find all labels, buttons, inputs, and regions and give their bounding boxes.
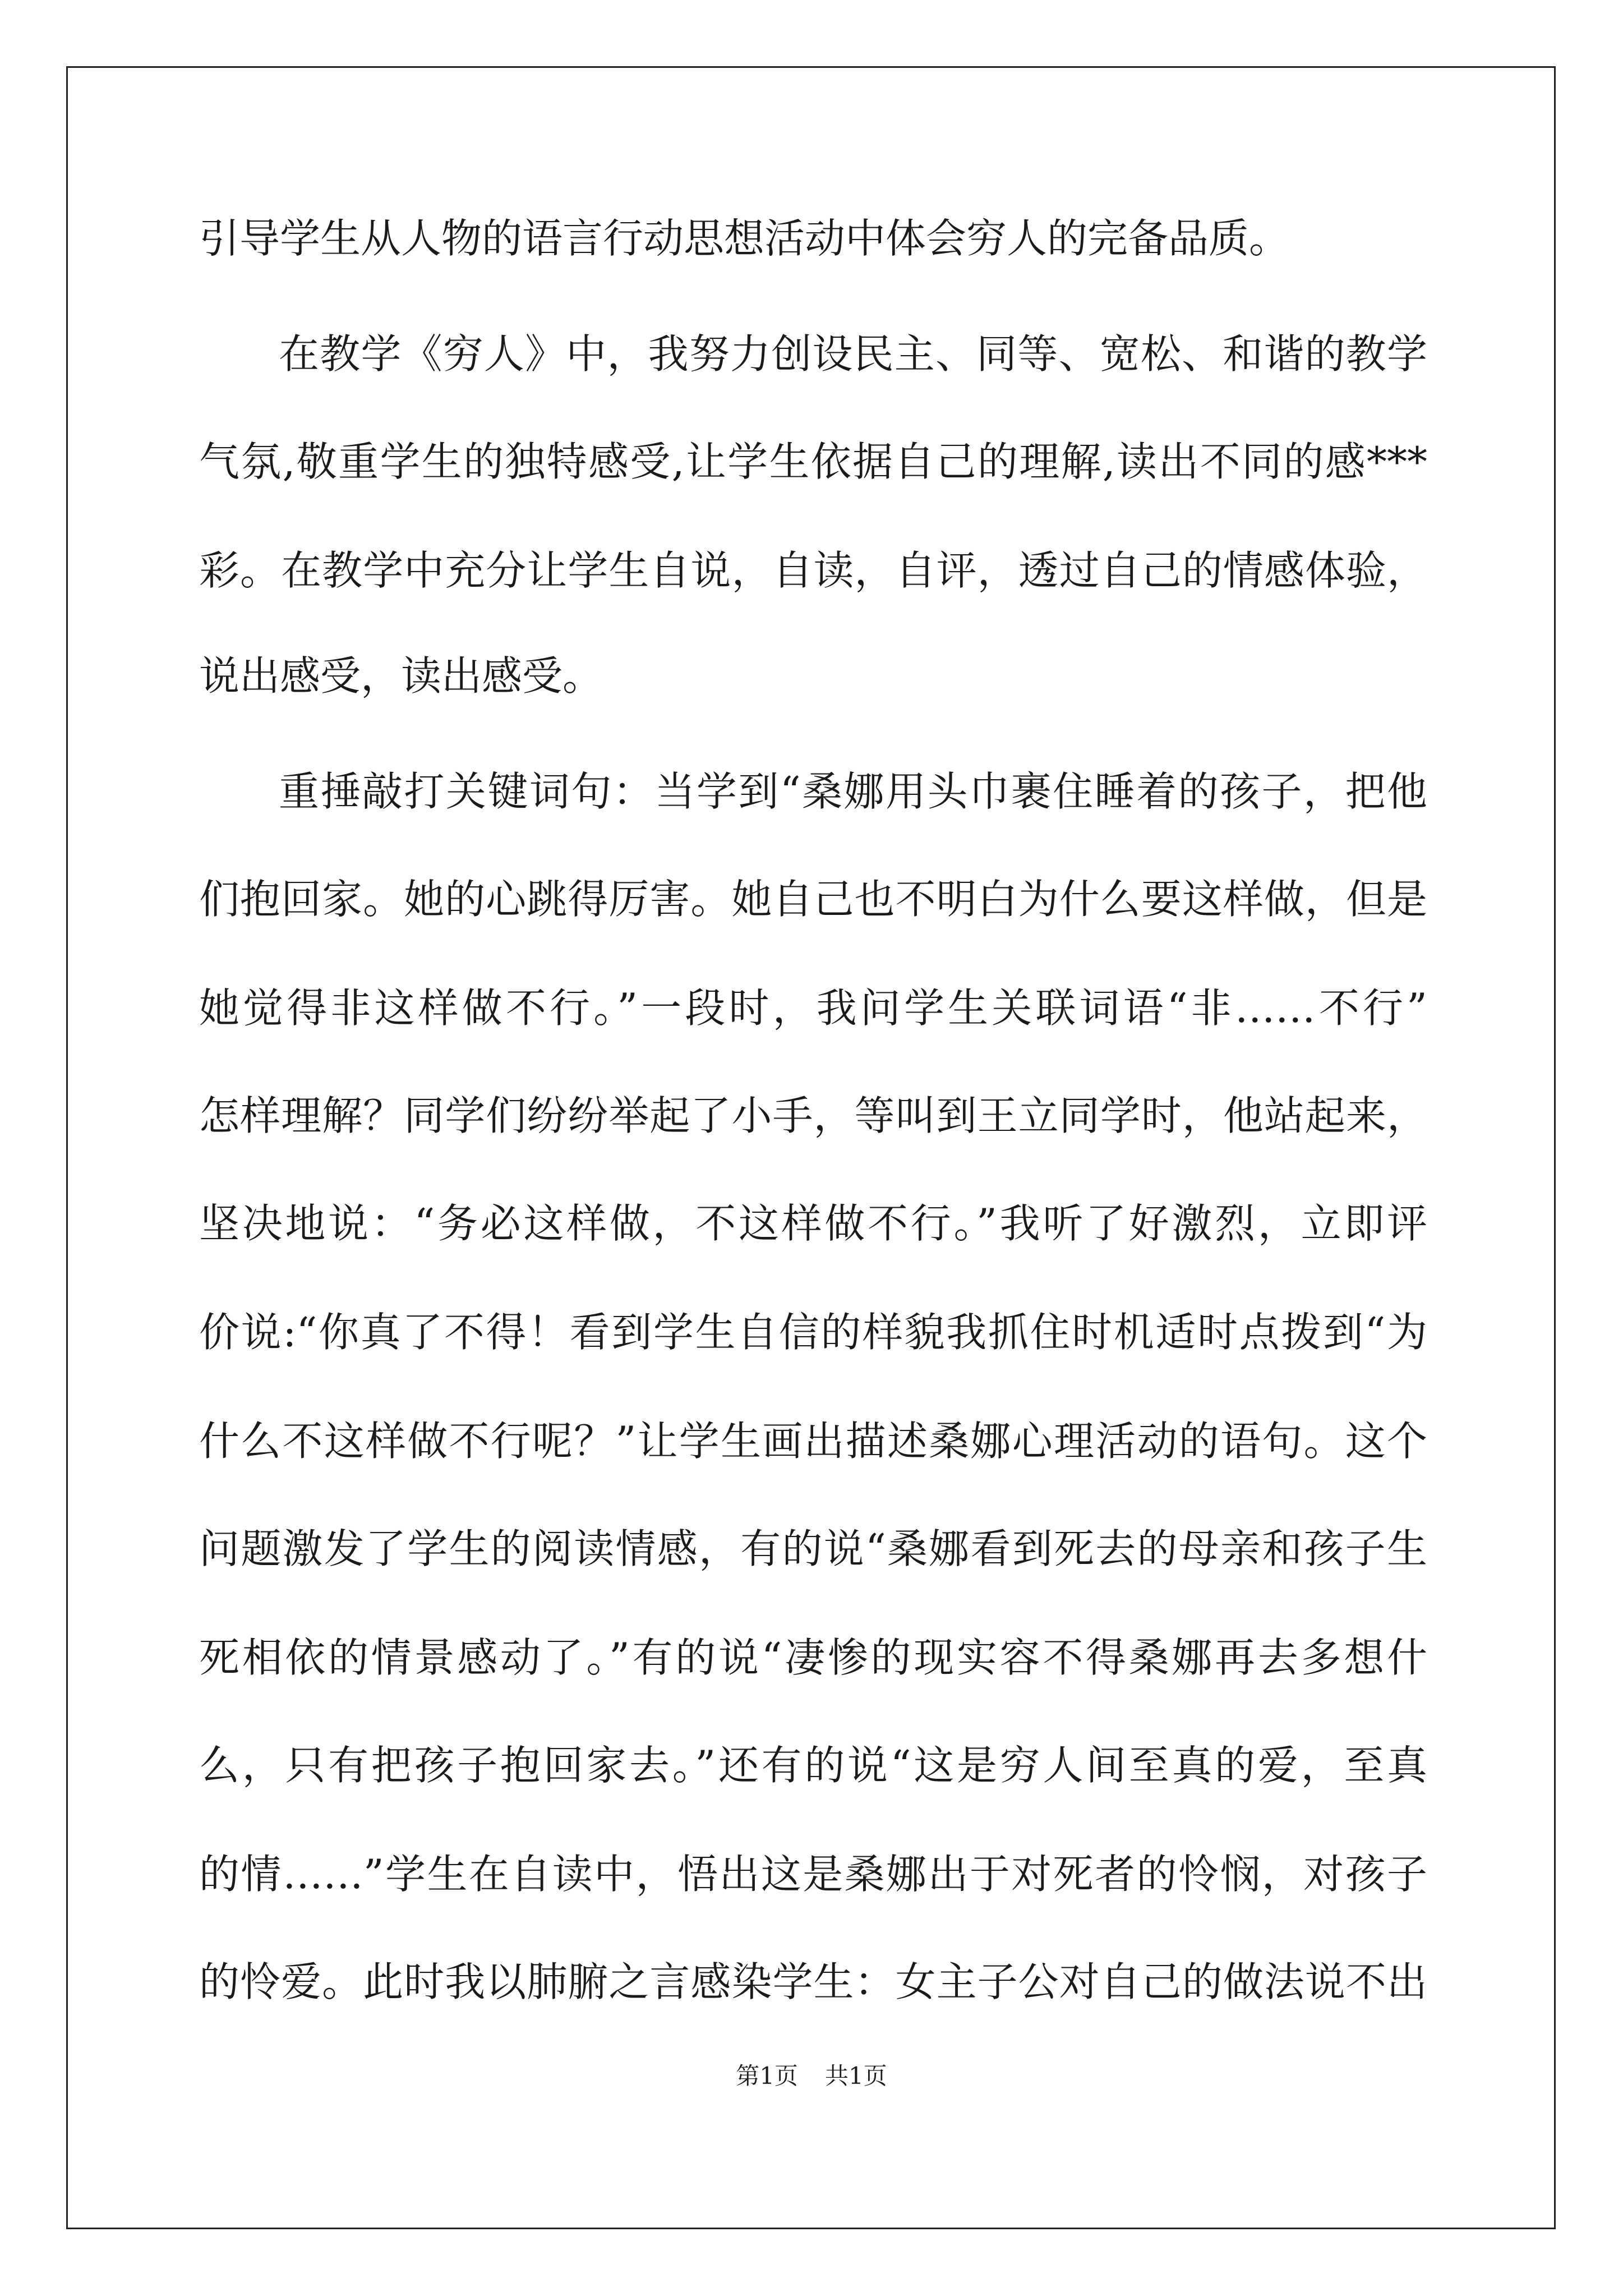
- paragraph-line: 重捶敲打关键词句：当学到“桑娜用头巾裹住睡着的孩子，把他: [279, 768, 1427, 815]
- paragraph-line: 说出感受，读出感受。: [199, 652, 603, 700]
- page-footer: [0, 2058, 1623, 2091]
- paragraph-line: 死相依的情景感动了。”有的说“凄惨的现实容不得桑娜再去多想什: [199, 1634, 1427, 1681]
- paragraph-line: 们抱回家。她的心跳得厉害。她自己也不明白为什么要这样做，但是: [199, 876, 1427, 923]
- page-total: 共1页: [825, 2062, 887, 2090]
- paragraph-line: 彩。在教学中充分让学生自说，自读，自评，透过自己的情感体验，: [199, 547, 1427, 594]
- paragraph-line: 坚决地说：“务必这样做，不这样做不行。”我听了好激烈，立即评: [199, 1200, 1427, 1247]
- paragraph-line: 她觉得非这样做不行。”一段时，我问学生关联词语“非……不行”: [199, 984, 1427, 1032]
- paragraph-line: 引导学生从人物的语言行动思想活动中体会穷人的完备品质。: [199, 215, 1290, 262]
- paragraph-line: 气氛,敬重学生的独特感受,让学生依据自己的理解,读出不同的感***: [199, 438, 1427, 485]
- paragraph-line: 价说:“你真了不得！看到学生自信的样貌我抓住时机适时点拨到“为: [199, 1309, 1427, 1356]
- paragraph-line: 的情……”学生在自读中，悟出这是桑娜出于对死者的怜悯，对孩子: [199, 1851, 1427, 1898]
- paragraph-line: 在教学《穷人》中，我努力创设民主、同等、宽松、和谐的教学: [279, 330, 1427, 378]
- paragraph-line: 的怜爱。此时我以肺腑之言感染学生：女主子公对自己的做法说不出: [199, 1958, 1427, 2005]
- paragraph-line: 什么不这样做不行呢？”让学生画出描述桑娜心理活动的语句。这个: [199, 1418, 1427, 1465]
- paragraph-line: 问题激发了学生的阅读情感，有的说“桑娜看到死去的母亲和孩子生: [199, 1525, 1427, 1572]
- paragraph-line: 怎样理解？同学们纷纷举起了小手，等叫到王立同学时，他站起来，: [199, 1092, 1427, 1139]
- page-number: 第1页: [736, 2062, 798, 2090]
- paragraph-line: 么，只有把孩子抱回家去。”还有的说“这是穷人间至真的爱，至真: [199, 1742, 1427, 1789]
